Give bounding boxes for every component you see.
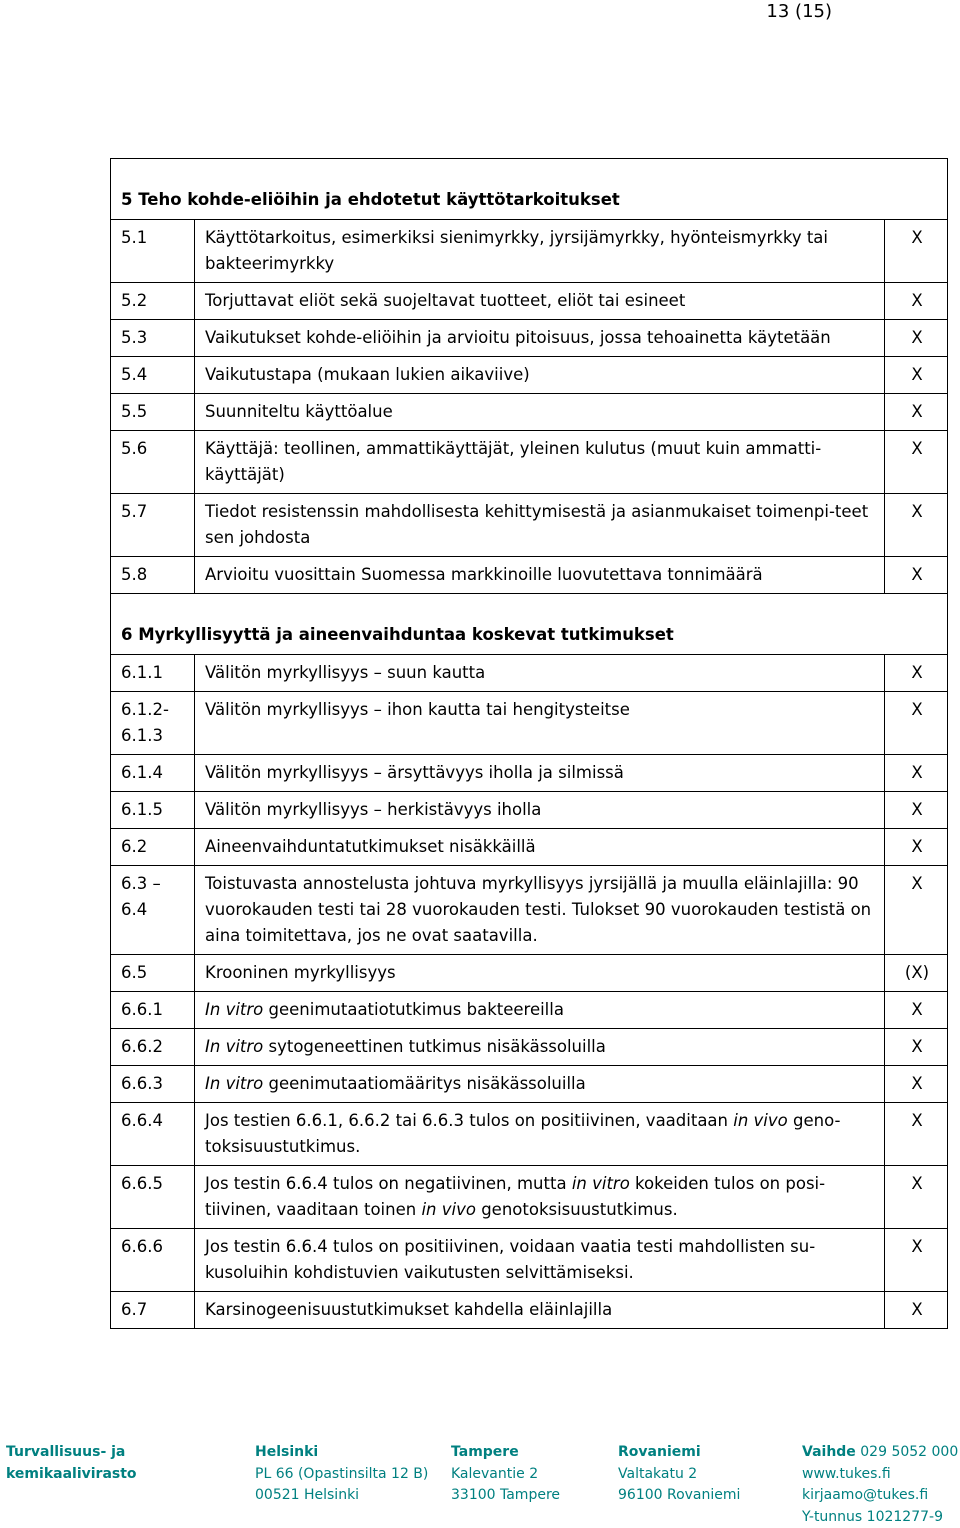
footer-contact bbox=[802, 1442, 958, 1528]
footer-rovaniemi-title: Rovaniemi bbox=[618, 1442, 740, 1464]
footer-rovaniemi bbox=[618, 1442, 740, 1507]
table-row bbox=[111, 1029, 948, 1066]
text-fragment: Jos testin 6.6.4 tulos on negatiivinen, mutta bbox=[205, 1174, 572, 1193]
row-number: 6.1.2-6.1.3 bbox=[111, 692, 195, 755]
italic-term: In vitro bbox=[205, 1000, 263, 1019]
footer-org bbox=[6, 1442, 137, 1485]
row-number: 6.6.1 bbox=[111, 992, 195, 1029]
row-number: 5.2 bbox=[111, 283, 195, 320]
row-description: Tiedot resistenssin mahdollisesta kehittymisestä ja asianmukaiset toimenpi-teet sen johdosta bbox=[195, 494, 885, 557]
table-row bbox=[111, 955, 948, 992]
table-row bbox=[111, 1166, 948, 1229]
row-description bbox=[195, 1166, 885, 1229]
row-description: Välitön myrkyllisyys – ihon kautta tai hengitysteitse bbox=[195, 692, 885, 755]
requirement-mark: X bbox=[885, 283, 948, 320]
row-description: Aineenvaihduntatutkimukset nisäkkäillä bbox=[195, 829, 885, 866]
row-number: 5.3 bbox=[111, 320, 195, 357]
table-row bbox=[111, 220, 948, 283]
row-number: 6.7 bbox=[111, 1292, 195, 1329]
row-number: 6.6.3 bbox=[111, 1066, 195, 1103]
row-description: Vaikutukset kohde-eliöihin ja arvioitu pitoisuus, jossa tehoainetta käytetään bbox=[195, 320, 885, 357]
footer-helsinki bbox=[255, 1442, 428, 1507]
requirement-mark: X bbox=[885, 692, 948, 755]
footer-org-line2: kemikaalivirasto bbox=[6, 1464, 137, 1486]
requirement-mark: X bbox=[885, 829, 948, 866]
text-fragment: geenimutaatiomääritys nisäkässoluilla bbox=[263, 1074, 586, 1093]
footer-phone-label: Vaihde bbox=[802, 1444, 856, 1460]
italic-term: In vitro bbox=[205, 1037, 263, 1056]
table-row bbox=[111, 1292, 948, 1329]
footer-tampere bbox=[451, 1442, 560, 1507]
row-description: Käyttötarkoitus, esimerkiksi sienimyrkky, jyrsijämyrkky, hyönteismyrkky tai bakteerimyrkky bbox=[195, 220, 885, 283]
row-description: Välitön myrkyllisyys – herkistävyys iholla bbox=[195, 792, 885, 829]
footer-helsinki-line2: 00521 Helsinki bbox=[255, 1485, 428, 1507]
row-number: 6.6.5 bbox=[111, 1166, 195, 1229]
row-number: 6.5 bbox=[111, 955, 195, 992]
table-row bbox=[111, 992, 948, 1029]
requirement-mark: X bbox=[885, 1066, 948, 1103]
text-fragment: sytogeneettinen tutkimus nisäkässoluilla bbox=[263, 1037, 606, 1056]
row-description bbox=[195, 1029, 885, 1066]
row-number: 6.6.6 bbox=[111, 1229, 195, 1292]
italic-term: In vitro bbox=[205, 1074, 263, 1093]
italic-term: in vivo bbox=[421, 1200, 476, 1219]
row-number: 5.1 bbox=[111, 220, 195, 283]
italic-term: in vivo bbox=[733, 1111, 788, 1130]
row-description bbox=[195, 1103, 885, 1166]
footer-phone bbox=[802, 1442, 958, 1464]
row-number: 6.1.1 bbox=[111, 655, 195, 692]
requirement-mark: X bbox=[885, 755, 948, 792]
requirement-mark: X bbox=[885, 1103, 948, 1166]
requirement-mark: X bbox=[885, 792, 948, 829]
requirement-mark: X bbox=[885, 866, 948, 955]
row-description: Käyttäjä: teollinen, ammattikäyttäjät, yleinen kulutus (muut kuin ammatti-käyttäjät) bbox=[195, 431, 885, 494]
section-title: 5 Teho kohde-eliöihin ja ehdotetut käyttötarkoitukset bbox=[111, 159, 948, 220]
row-description: Torjuttavat eliöt sekä suojeltavat tuotteet, eliöt tai esineet bbox=[195, 283, 885, 320]
text-fragment: genotoksisuustutkimus. bbox=[476, 1200, 678, 1219]
requirement-mark: X bbox=[885, 394, 948, 431]
requirement-mark: X bbox=[885, 1229, 948, 1292]
requirements-table bbox=[110, 158, 948, 1329]
footer-business-id: Y-tunnus 1021277-9 bbox=[802, 1507, 958, 1528]
row-number: 5.7 bbox=[111, 494, 195, 557]
row-number: 6.1.4 bbox=[111, 755, 195, 792]
row-number: 5.6 bbox=[111, 431, 195, 494]
footer-tampere-title: Tampere bbox=[451, 1442, 560, 1464]
table-row bbox=[111, 394, 948, 431]
row-description: Karsinogeenisuustutkimukset kahdella eläinlajilla bbox=[195, 1292, 885, 1329]
table-row bbox=[111, 1229, 948, 1292]
table-row bbox=[111, 557, 948, 594]
requirement-mark: (X) bbox=[885, 955, 948, 992]
footer-phone-number: 029 5052 000 bbox=[860, 1444, 958, 1460]
table-row bbox=[111, 1103, 948, 1166]
text-fragment: geno-toksisuustutkimus. bbox=[205, 1111, 840, 1156]
row-description: Välitön myrkyllisyys – suun kautta bbox=[195, 655, 885, 692]
requirement-mark: X bbox=[885, 220, 948, 283]
row-description: Toistuvasta annostelusta johtuva myrkyllisyys jyrsijällä ja muulla eläinlajilla: 90 vuorokauden testi tai 28 vuorokauden testi. Tulokset 90 vuorokauden testistä on aina toimitettava, jos ne ovat saatavilla. bbox=[195, 866, 885, 955]
section-title: 6 Myrkyllisyyttä ja aineenvaihduntaa koskevat tutkimukset bbox=[111, 594, 948, 655]
footer-email-link[interactable]: kirjaamo@tukes.fi bbox=[802, 1485, 958, 1507]
row-number: 6.3 – 6.4 bbox=[111, 866, 195, 955]
table-row bbox=[111, 692, 948, 755]
table-row bbox=[111, 320, 948, 357]
requirement-mark: X bbox=[885, 431, 948, 494]
row-description bbox=[195, 1066, 885, 1103]
footer-org-line1: Turvallisuus- ja bbox=[6, 1442, 137, 1464]
footer-rovaniemi-line1: Valtakatu 2 bbox=[618, 1464, 740, 1486]
table-row bbox=[111, 755, 948, 792]
table-row bbox=[111, 655, 948, 692]
requirement-mark: X bbox=[885, 1166, 948, 1229]
footer-tampere-line1: Kalevantie 2 bbox=[451, 1464, 560, 1486]
text-fragment: geenimutaatiotutkimus bakteereilla bbox=[263, 1000, 564, 1019]
table-row bbox=[111, 866, 948, 955]
row-description: Välitön myrkyllisyys – ärsyttävyys iholla ja silmissä bbox=[195, 755, 885, 792]
requirement-mark: X bbox=[885, 1292, 948, 1329]
footer-helsinki-line1: PL 66 (Opastinsilta 12 B) bbox=[255, 1464, 428, 1486]
row-number: 6.1.5 bbox=[111, 792, 195, 829]
requirement-mark: X bbox=[885, 1029, 948, 1066]
text-fragment: Jos testien 6.6.1, 6.6.2 tai 6.6.3 tulos on positiivinen, vaaditaan bbox=[205, 1111, 733, 1130]
row-number: 5.5 bbox=[111, 394, 195, 431]
section-header-row bbox=[111, 159, 948, 220]
requirement-mark: X bbox=[885, 494, 948, 557]
requirement-mark: X bbox=[885, 992, 948, 1029]
row-description: Arvioitu vuosittain Suomessa markkinoille luovutettava tonnimäärä bbox=[195, 557, 885, 594]
table-row bbox=[111, 792, 948, 829]
row-description: Krooninen myrkyllisyys bbox=[195, 955, 885, 992]
requirement-mark: X bbox=[885, 655, 948, 692]
table-row bbox=[111, 357, 948, 394]
row-number: 5.4 bbox=[111, 357, 195, 394]
footer-helsinki-title: Helsinki bbox=[255, 1442, 428, 1464]
section-header-row bbox=[111, 594, 948, 655]
page-number: 13 (15) bbox=[766, 0, 832, 24]
row-number: 6.6.2 bbox=[111, 1029, 195, 1066]
italic-term: in vitro bbox=[572, 1174, 630, 1193]
table-row bbox=[111, 283, 948, 320]
requirement-mark: X bbox=[885, 357, 948, 394]
row-number: 6.2 bbox=[111, 829, 195, 866]
footer-tampere-line2: 33100 Tampere bbox=[451, 1485, 560, 1507]
table-row bbox=[111, 829, 948, 866]
table-row bbox=[111, 1066, 948, 1103]
row-description: Suunniteltu käyttöalue bbox=[195, 394, 885, 431]
row-number: 6.6.4 bbox=[111, 1103, 195, 1166]
row-number: 5.8 bbox=[111, 557, 195, 594]
text-fragment: kokeiden tulos on posi-tiivinen, vaaditaan toinen bbox=[205, 1174, 825, 1219]
row-description: Jos testin 6.6.4 tulos on positiivinen, voidaan vaatia testi mahdollisten su-kusoluihin kohdistuvien vaikutusten selvittämiseksi. bbox=[195, 1229, 885, 1292]
row-description bbox=[195, 992, 885, 1029]
footer bbox=[0, 1442, 960, 1526]
row-description: Vaikutustapa (mukaan lukien aikaviive) bbox=[195, 357, 885, 394]
table-row bbox=[111, 494, 948, 557]
requirement-mark: X bbox=[885, 557, 948, 594]
footer-web-link[interactable]: www.tukes.fi bbox=[802, 1464, 958, 1486]
table-row bbox=[111, 431, 948, 494]
footer-rovaniemi-line2: 96100 Rovaniemi bbox=[618, 1485, 740, 1507]
requirement-mark: X bbox=[885, 320, 948, 357]
